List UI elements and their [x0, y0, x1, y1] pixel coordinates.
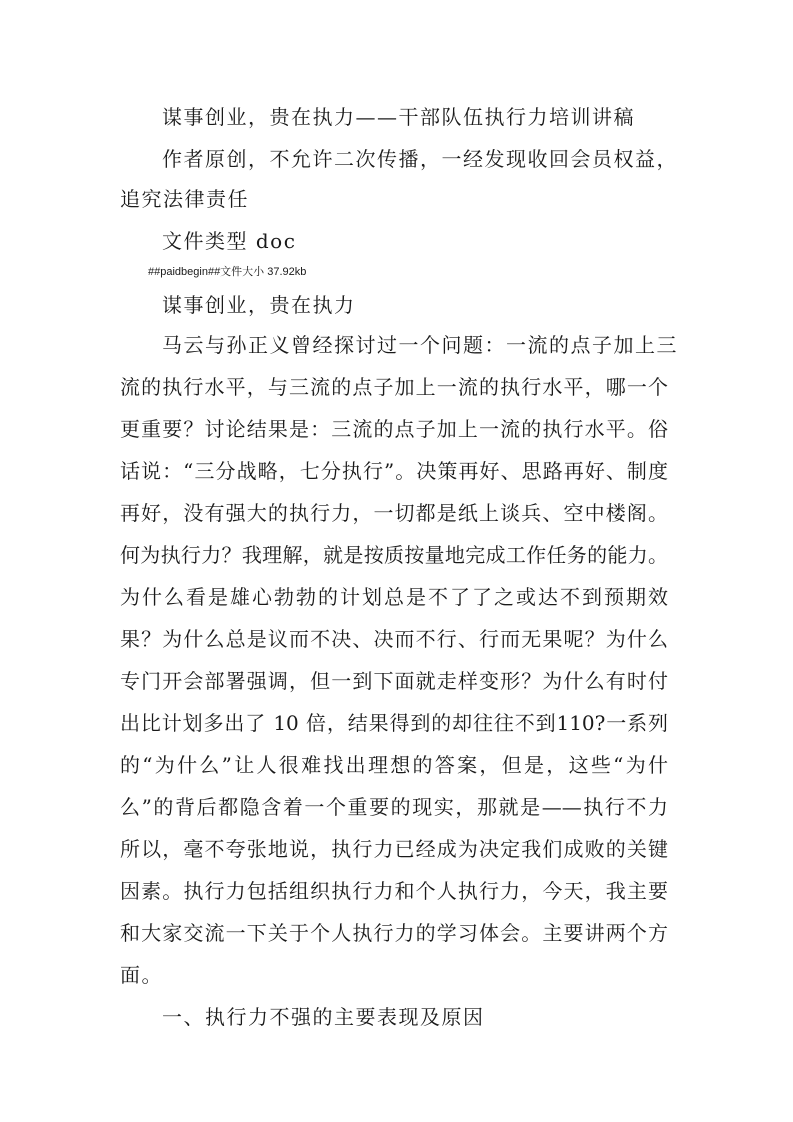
- body-line: 更重要？讨论结果是：三流的点子加上一流的执行水平。俗: [120, 417, 668, 441]
- copyright-notice-line-2: 追究法律责任: [120, 187, 249, 211]
- file-size: ##paidbegin##文件大小 37.92kb: [148, 266, 307, 278]
- section-heading: 一、执行力不强的主要表现及原因: [162, 1005, 485, 1029]
- copyright-notice-line-1: 作者原创，不允许二次传播，一经发现收回会员权益，: [162, 147, 678, 171]
- body-line: 出比计划多出了 10 倍，结果得到的却往往不到110?一系列: [120, 711, 668, 735]
- document-title: 谋事创业，贵在执力——干部队伍执行力培训讲稿: [162, 105, 635, 129]
- body-line: 的“为什么”让人很难找出理想的答案，但是，这些“为什: [120, 753, 668, 777]
- body-line: 何为执行力？我理解，就是按质按量地完成工作任务的能力。: [120, 543, 668, 567]
- body-line: 果？为什么总是议而不决、决而不行、行而无果呢？为什么: [120, 627, 668, 651]
- body-line: 专门开会部署强调，但一到下面就走样变形？为什么有时付: [120, 669, 668, 693]
- body-line: 为什么看是雄心勃勃的计划总是不了了之或达不到预期效: [120, 585, 668, 609]
- body-line: 和大家交流一下关于个人执行力的学习体会。主要讲两个方: [120, 921, 668, 945]
- body-line: 所以，毫不夸张地说，执行力已经成为决定我们成败的关键: [120, 837, 668, 861]
- body-line: 因素。执行力包括组织执行力和个人执行力，今天，我主要: [120, 879, 668, 903]
- body-line: 面。: [120, 963, 163, 987]
- file-type: 文件类型 doc: [162, 229, 297, 253]
- subtitle: 谋事创业，贵在执力: [162, 293, 356, 317]
- body-line: 话说：“三分战略，七分执行”。决策再好、思路再好、制度: [120, 459, 668, 483]
- body-line: 么”的背后都隐含着一个重要的现实，那就是——执行不力: [120, 795, 668, 819]
- body-line: 再好，没有强大的执行力，一切都是纸上谈兵、空中楼阁。: [120, 501, 668, 525]
- body-line: 流的执行水平，与三流的点子加上一流的执行水平，哪一个: [120, 375, 668, 399]
- body-line: 马云与孙正义曾经探讨过一个问题：一流的点子加上三: [162, 333, 678, 357]
